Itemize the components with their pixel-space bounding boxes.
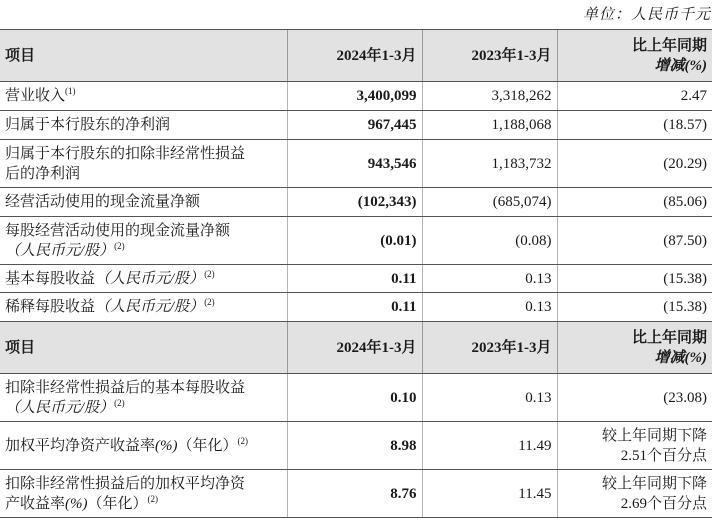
header-2023: 2023年1-3月 [422,30,557,82]
table-row [0,470,712,518]
row-label: 扣除非经常性损益后的基本每股收益 （人民币元/股）$^{(2)}$ [0,374,287,422]
value-2024: 943,546 [287,140,422,188]
table-row [0,140,712,188]
value-change: 较上年同期下降 2.51个百分点 [557,422,712,470]
header-item: 项目 [0,30,287,82]
value-change: (15.38) [557,293,712,322]
row-label: 加权平均净资产收益率(%)（年化）$^{(2)}$ [0,422,287,470]
header-change-line1: 比上年同期 [631,329,707,346]
value-change: (20.29) [557,140,712,188]
unit-note: 单位：人民币千元 [582,7,711,23]
header-2023: 2023年1-3月 [422,322,557,374]
header-change [557,322,712,374]
value-change: (85.06) [557,188,712,217]
table1-header-row [0,30,712,82]
financial-table [0,29,712,518]
value-change: 较上年同期下降 2.69个百分点 [557,470,712,518]
row-label: 营业收入$^{(1)}$ [0,82,287,111]
value-2024: 3,400,099 [287,82,422,111]
header-item: 项目 [0,322,287,374]
value-2023: 0.13 [422,293,557,322]
value-2024: (0.01) [287,217,422,265]
value-2023: 1,183,732 [422,140,557,188]
row-label: 稀释每股收益（人民币元/股）$^{(2)}$ [0,293,287,322]
value-2023: 0.13 [422,374,557,422]
header-2024: 2024年1-3月 [287,322,422,374]
value-2024: 967,445 [287,111,422,140]
row-label: 归属于本行股东的扣除非经常性损益 后的净利润 [0,140,287,188]
table-row [0,82,712,111]
value-2023: (0.08) [422,217,557,265]
header-change-line2: 增减(%) [654,57,707,74]
header-2024: 2024年1-3月 [287,30,422,82]
value-2023: 11.45 [422,470,557,518]
value-change: (23.08) [557,374,712,422]
value-2023: 3,318,262 [422,82,557,111]
row-label: 每股经营活动使用的现金流量净额 （人民币元/股）$^{(2)}$ [0,217,287,265]
row-label: 归属于本行股东的净利润 [0,111,287,140]
table-row [0,217,712,265]
value-change: (87.50) [557,217,712,265]
table2-header-row [0,322,712,374]
value-2023: 0.13 [422,265,557,293]
value-2024: 8.76 [287,470,422,518]
row-label: 扣除非经常性损益后的加权平均净资 产收益率(%)（年化）$^{(2)}$ [0,470,287,518]
header-change [557,30,712,82]
value-2023: 11.49 [422,422,557,470]
row-label: 基本每股收益（人民币元/股）$^{(2)}$ [0,265,287,293]
value-change: (18.57) [557,111,712,140]
value-2024: 0.10 [287,374,422,422]
value-2024: 0.11 [287,293,422,322]
table-row [0,265,712,293]
table-row [0,188,712,217]
table-row [0,111,712,140]
table-row [0,422,712,470]
value-2024: 8.98 [287,422,422,470]
table-row [0,374,712,422]
value-2024: 0.11 [287,265,422,293]
value-2024: (102,343) [287,188,422,217]
value-2023: 1,188,068 [422,111,557,140]
value-change: 2.47 [557,82,712,111]
value-change: (15.38) [557,265,712,293]
table-row [0,293,712,322]
header-change-line1: 比上年同期 [631,37,707,54]
value-2023: (685,074) [422,188,557,217]
header-change-line2: 增减(%) [654,349,707,366]
row-label: 经营活动使用的现金流量净额 [0,188,287,217]
